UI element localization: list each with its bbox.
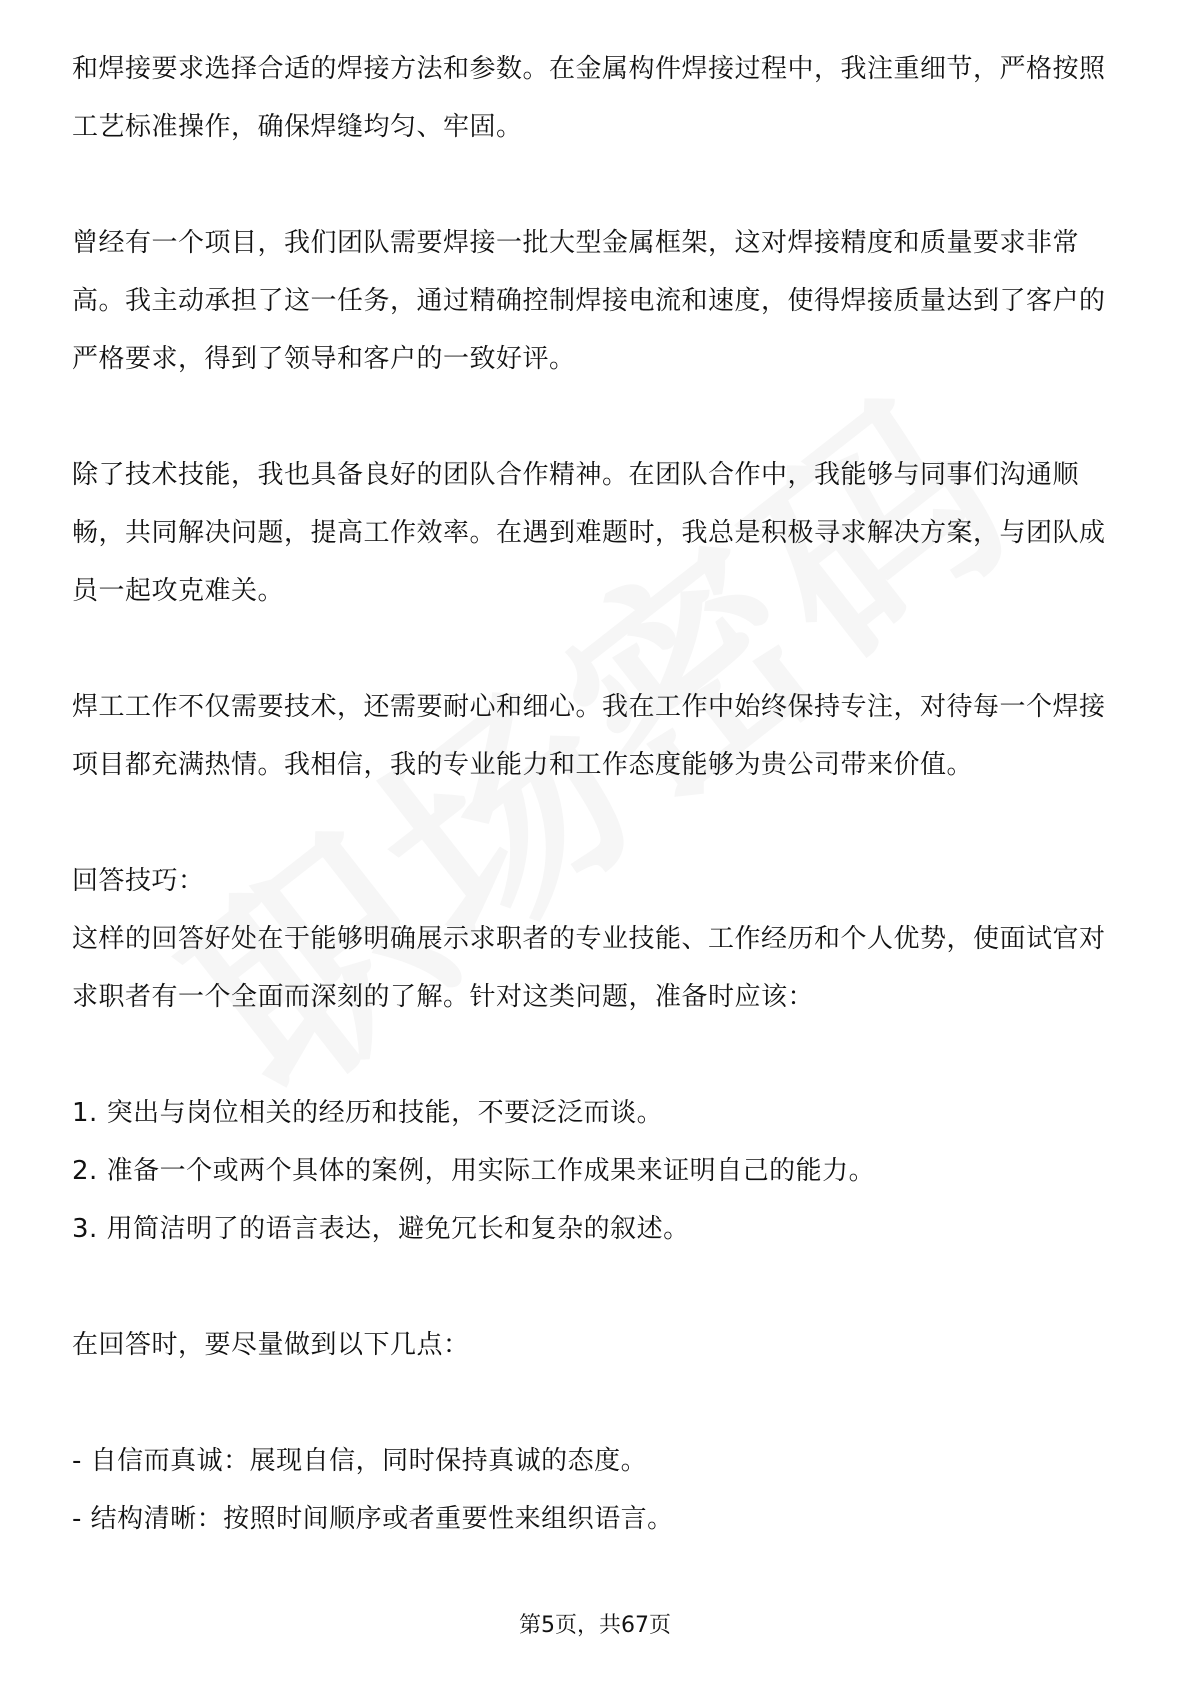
points-heading: 在回答时，要尽量做到以下几点： (72, 1330, 470, 1360)
tips-heading: 回答技巧： (72, 866, 205, 896)
list-item: 1. 突出与岗位相关的经历和技能，不要泛泛而谈。 (72, 1098, 664, 1128)
paragraph-attitude: 焊工工作不仅需要技术，还需要耐心和细心。我在工作中始终保持专注，对待每一个焊接项目都充满热情。我相信，我的专业能力和工作态度能够为贵公司带来价值。 (72, 692, 1106, 780)
tips-intro: 这样的回答好处在于能够明确展示求职者的专业技能、工作经历和个人优势，使面试官对求职者有一个全面而深刻的了解。针对这类问题，准备时应该： (72, 924, 1106, 1012)
paragraph-teamwork: 除了技术技能，我也具备良好的团队合作精神。在团队合作中，我能够与同事们沟通顺畅，共同解决问题，提高工作效率。在遇到难题时，我总是积极寻求解决方案，与团队成员一起攻克难关。 (72, 460, 1106, 606)
numbered-list (72, 1084, 1122, 1258)
paragraph-project-example: 曾经有一个项目，我们团队需要焊接一批大型金属框架，这对焊接精度和质量要求非常高。我主动承担了这一任务，通过精确控制焊接电流和速度，使得焊接质量达到了客户的严格要求，得到了领导和客户的一致好评。 (72, 228, 1106, 374)
page-number: 第5页，共67页 (519, 1613, 671, 1638)
list-item: - 自信而真诚：展现自信，同时保持真诚的态度。 (72, 1446, 648, 1476)
bullet-list (72, 1432, 1122, 1548)
document-body (72, 40, 1122, 1548)
list-item: 2. 准备一个或两个具体的案例，用实际工作成果来证明自己的能力。 (72, 1156, 876, 1186)
list-item: - 结构清晰：按照时间顺序或者重要性来组织语言。 (72, 1504, 674, 1534)
paragraph-welding-method: 和焊接要求选择合适的焊接方法和参数。在金属构件焊接过程中，我注重细节，严格按照工艺标准操作，确保焊缝均匀、牢固。 (72, 54, 1106, 142)
list-item: 3. 用简洁明了的语言表达，避免冗长和复杂的叙述。 (72, 1214, 690, 1244)
